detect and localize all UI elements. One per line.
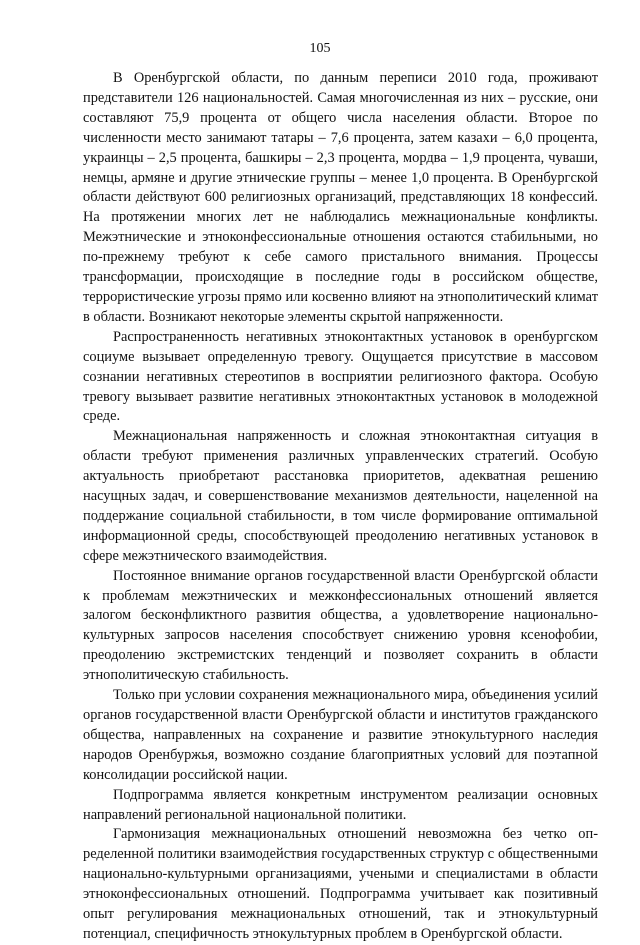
paragraph-4: Постоянное внимание органов государственной власти Оренбургской области к проблемам межэтнических и межконфессиональных отношений является залогом бесконфликтного развития общества, а удовлетворение национально-культурных запросов населения способствует снижению уровня ксенофобии, преодолению экстремистских тенденций и позволяет сохранить в области этнополитическую стабильность. (83, 567, 598, 684)
paragraph-7: Гармонизация межнациональных отношений невозможна без четко определенной политики взаимодействия государственных структур с общественными национально-культурными организациями, учеными и специалистами в области этноконфессиональных отношений. Подпрограмма учитывает как позитивный опыт регулирования межнациональных отношений, так и этнокультурный потенциал, специфичность этнокультурных проблем в Оренбургской области. (83, 826, 598, 942)
paragraph-3: Межнациональная напряженность и сложная этноконтактная ситуация в области требуют применения различных управленческих стратегий. Особую актуальность приобретают расстановка приоритетов, адекватная решению насущных задач, и совершенствование механизмов деятельности, нацеленной на поддержание социальной стабильности, в том числе формирование оптимальной информационной среды, способствующей преодолению негативных установок в сфере межэтнического взаимодействия. (83, 428, 598, 564)
paragraph-2: Распространенность негативных этноконтактных установок в оренбургском социуме вызывает определенную тревогу. Ощущается присутствие в массовом сознании негативных стереотипов в восприятии религиозного фактора. Особую тревогу вызывает развитие негативных этноконтактных установок в молодежной среде. (83, 328, 598, 425)
paragraph-5: Только при условии сохранения межнационального мира, объединения усилий органов государственной власти Оренбургской области и институтов гражданского общества, направленных на сохранение и развитие этнокультурного наследия народов Оренбуржья, возможно создание благоприятных условий для поэтапной консолидации российской нации. (83, 687, 598, 783)
document-body (83, 69, 598, 945)
page-number: 105 (309, 41, 331, 56)
paragraph-6: Подпрограмма является конкретным инструментом реализации основных направлений региональной национальной политики. (83, 786, 598, 823)
paragraph-1: В Оренбургской области, по данным переписи 2010 года, проживают представители 126 национальностей. Самая многочисленная из них – русские, они составляют 75,9 процента от общего числа населения области. Второе по численности место занимают татары – 7,6 процента, затем казахи – 6,0 процента, украинцы – 2,5 процента, башкиры – 2,3 процента, мордва – 1,9 процента, чуваши, немцы, армяне и другие этнические группы – менее 1,0 процента. В Оренбургской области действуют 600 религиозных организаций, представляющих 18 конфессий. На протяжении многих лет не наблюдались межнациональные конфликты. Межэтнические и этноконфессиональные отношения остаются стабильными, но по-прежнему требуют к себе самого пристального внимания. Процессы трансформации, происходящие в последние годы в российском обществе, террористические угрозы прямо или косвенно влияют на этнополитический климат в области. Возникают некоторые элементы скрытой напряженности. (83, 70, 598, 325)
